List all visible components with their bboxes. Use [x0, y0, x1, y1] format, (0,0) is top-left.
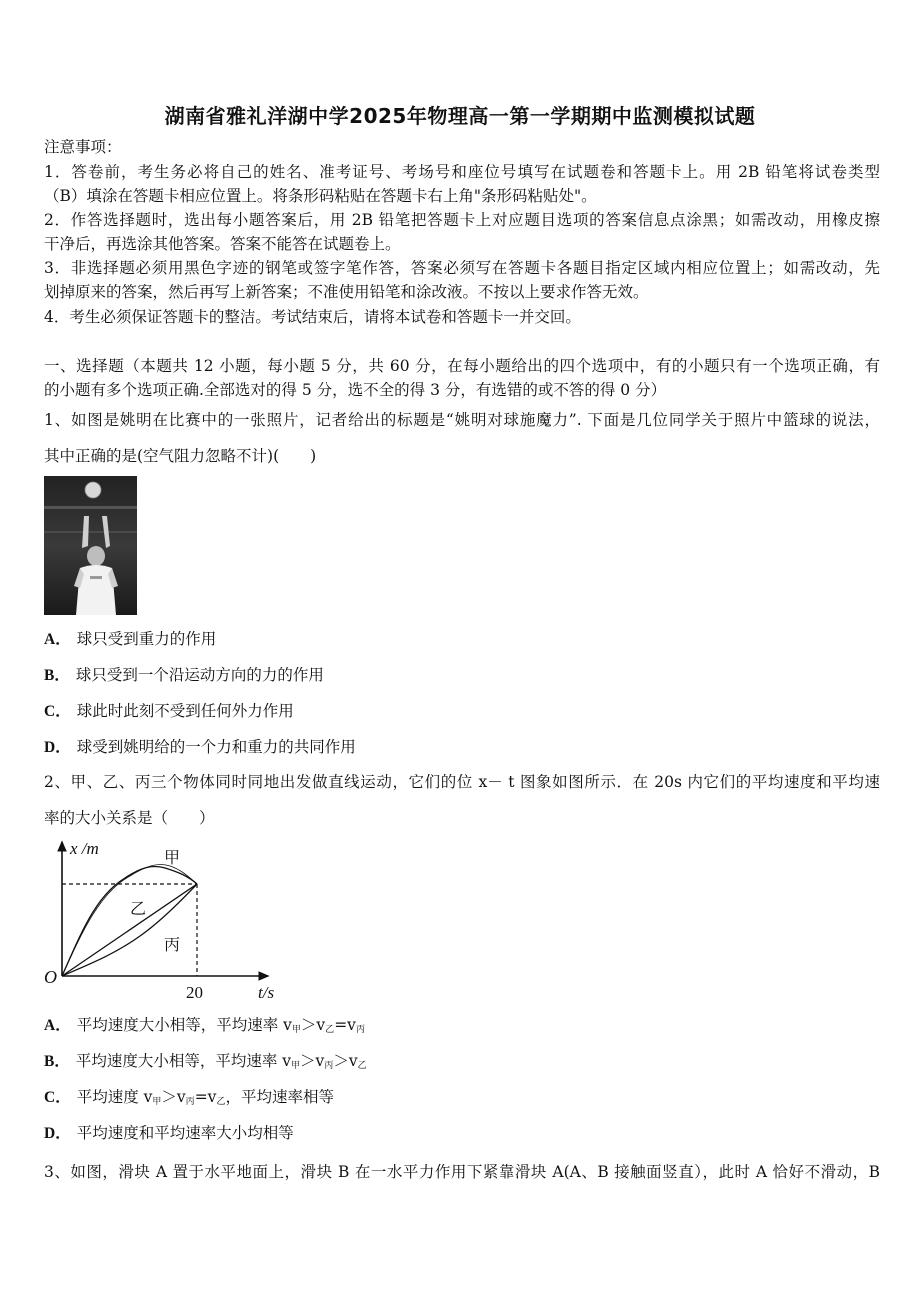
notice-heading: 注意事项： — [44, 138, 122, 156]
q1-stem-1: 1、如图是姚明在比赛中的一张照片，记者给出的标题是“姚明对球施魔力”. 下面是几位同学关于照片中篮球的说法， — [44, 411, 880, 429]
label-yi: 乙 — [130, 899, 147, 918]
section-instruction-1: 一、选择题（本题共 12 小题，每小题 5 分，共 60 分，在每小题给出的四个选项中，有的小题只有一个选项正确，有 — [44, 357, 880, 375]
notice-line-5: 3．非选择题必须用黑色字迹的钢笔或签字笔作答，答案必须写在答题卡各题目指定区域内相应位置上；如需改动，先 — [44, 259, 880, 277]
curve-jia-outer — [62, 864, 197, 976]
notice-line-1: 1．答卷前，考生务必将自己的姓名、准考证号、考场号和座位号填写在试题卷和答题卡上。用 2B 铅笔将试卷类型 — [44, 163, 880, 181]
q2-option-d[interactable]: D． 平均速度和平均速率大小均相等 — [44, 1124, 294, 1142]
y-axis-label: x /m — [70, 839, 99, 858]
notice-line-4: 干净后，再选涂其他答案。答案不能答在试题卷上。 — [44, 235, 401, 253]
page-title: 湖南省雅礼洋湖中学2025年物理高一第一学期期中监测模拟试题 — [164, 104, 756, 128]
q2-option-a[interactable]: A． 平均速度大小相等，平均速率 $v_甲>v_乙=v_丙$ — [44, 1016, 365, 1035]
xt-graph — [40, 836, 300, 1004]
q1-stem-2: 其中正确的是(空气阻力忽略不计)( ) — [44, 447, 317, 465]
q1-option-a[interactable]: A． 球只受到重力的作用 — [44, 630, 217, 648]
notice-line-2: （B）填涂在答题卡相应位置上。将条形码粘贴在答题卡右上角"条形码粘贴处"。 — [44, 187, 597, 205]
q1-option-b[interactable]: B． 球只受到一个沿运动方向的力的作用 — [44, 666, 324, 684]
q2-stem-1: 2、甲、乙、丙三个物体同时同地出发做直线运动，它们的位 x－ t 图象如图所示．在 20s 内它们的平均速度和平均速 — [44, 773, 880, 791]
x-tick-20: 20 — [186, 983, 203, 1002]
notice-line-7: 4．考生必须保证答题卡的整洁。考试结束后，请将本试卷和答题卡一并交回。 — [44, 308, 581, 326]
q1-option-c[interactable]: C． 球此时此刻不受到任何外力作用 — [44, 702, 294, 720]
curve-jia — [62, 866, 197, 976]
notice-line-6: 划掉原来的答案，然后再写上新答案；不准使用铅笔和涂改液。不按以上要求作答无效。 — [44, 283, 649, 301]
label-bing: 丙 — [164, 935, 181, 954]
q3-stem-1: 3、如图，滑块 A 置于水平地面上，滑块 B 在一水平力作用下紧靠滑块 A(A、B 接触面竖直），此时 A 恰好不滑动，B — [44, 1163, 880, 1181]
q2-option-b[interactable]: B． 平均速度大小相等，平均速率 $v_甲>v_丙>v_乙$ — [44, 1052, 367, 1071]
origin-label: O — [44, 967, 57, 987]
yao-ming-photo — [44, 476, 137, 615]
x-axis-label: t/s — [258, 983, 275, 1002]
q2-option-c[interactable]: C． 平均速度 $v_甲>v_丙=v_乙$，平均速率相等 — [44, 1088, 334, 1107]
q2-stem-2: 率的大小关系是（ ） — [44, 809, 215, 827]
q1-option-d[interactable]: D． 球受到姚明给的一个力和重力的共同作用 — [44, 738, 356, 756]
section-instruction-2: 的小题有多个选项正确.全部选对的得 5 分，选不全的得 3 分，有选错的或不答的得 0 分） — [44, 381, 667, 399]
label-jia: 甲 — [164, 848, 181, 867]
notice-line-3: 2．作答选择题时，选出每小题答案后，用 2B 铅笔把答题卡上对应题目选项的答案信息点涂黑；如需改动，用橡皮擦 — [44, 211, 880, 229]
line-bing — [62, 884, 197, 976]
